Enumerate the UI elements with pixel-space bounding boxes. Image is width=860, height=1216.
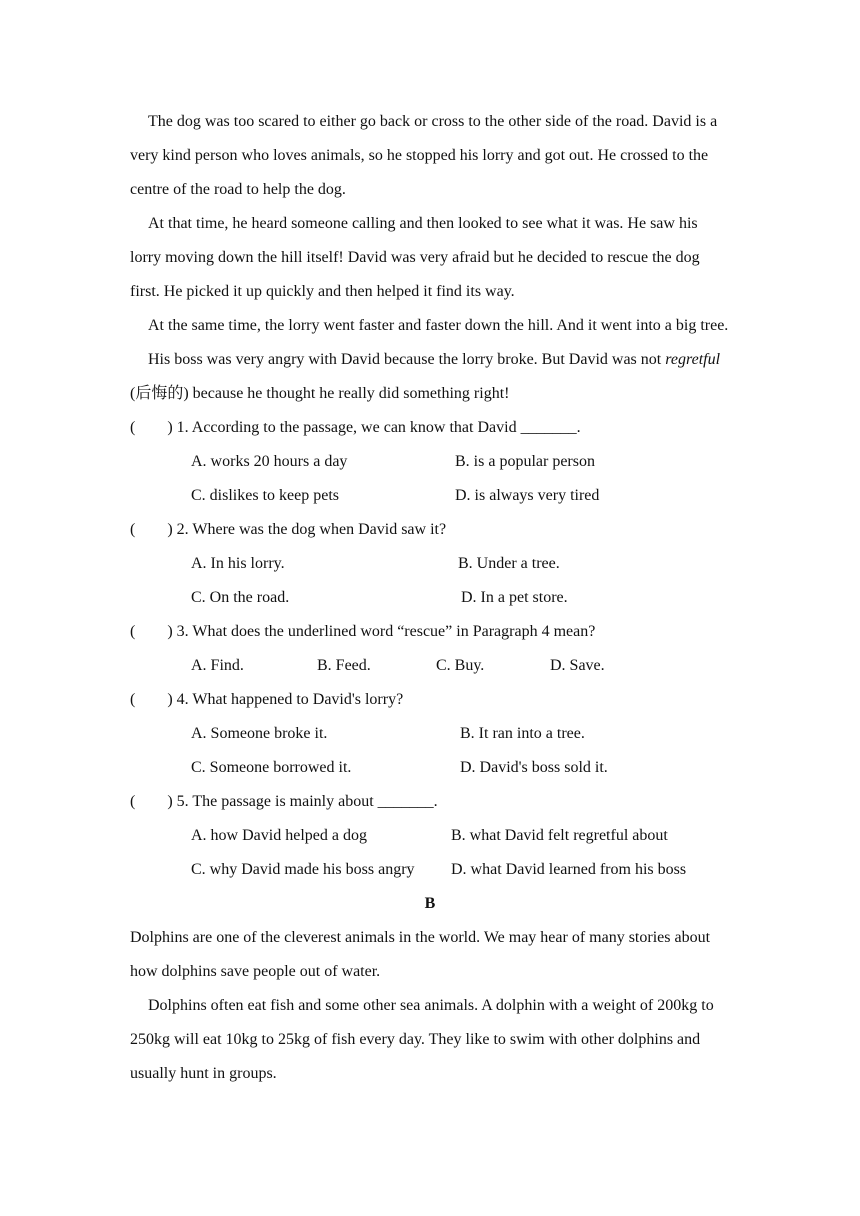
option-c: C. why David made his boss angry bbox=[191, 861, 415, 878]
option-b: B. It ran into a tree. bbox=[460, 725, 585, 742]
option-c: C. On the road. bbox=[191, 589, 290, 606]
option-a: A. In his lorry. bbox=[191, 555, 285, 572]
passage-b-paragraph: Dolphins often eat fish and some other sea animals. A dolphin with a weight of 200kg to 250kg will eat 10kg to 25kg of fish every day. They like to swim with other dolphins and usually hunt in groups. bbox=[130, 997, 714, 1082]
question-stem: ( ) 3. What does the underlined word “rescue” in Paragraph 4 mean? bbox=[130, 623, 596, 640]
document-content bbox=[130, 105, 730, 1091]
question-stem: ( ) 4. What happened to David's lorry? bbox=[130, 691, 404, 708]
question-5 bbox=[130, 785, 730, 887]
option-d: D. what David learned from his boss bbox=[451, 861, 687, 878]
passage-a-paragraph: At that time, he heard someone calling and then looked to see what it was. He saw his lorry moving down the hill itself! David was very afraid but he decided to rescue the dog first. He picked it up quickly and then helped it find its way. bbox=[130, 215, 700, 300]
option-c: C. Someone borrowed it. bbox=[191, 759, 352, 776]
options-row bbox=[130, 853, 730, 887]
options-row bbox=[130, 649, 730, 683]
passage-a-paragraph: At the same time, the lorry went faster and faster down the hill. And it went into a big tree. bbox=[148, 317, 729, 334]
option-d: D. is always very tired bbox=[455, 487, 600, 504]
option-d: D. Save. bbox=[550, 657, 605, 674]
passage-a-paragraph: The dog was too scared to either go back or cross to the other side of the road. David is a very kind person who loves animals, so he stopped his lorry and got out. He crossed to the centre of the road to help the dog. bbox=[130, 113, 718, 198]
last-paragraph-text: (后悔的) because he thought he really did something right! bbox=[130, 385, 510, 402]
passage-b-paragraph: Dolphins are one of the cleverest animals in the world. We may hear of many stories about how dolphins save people out of water. bbox=[130, 929, 711, 980]
question-stem: ( ) 2. Where was the dog when David saw it? bbox=[130, 521, 447, 538]
option-b: B. is a popular person bbox=[455, 453, 595, 470]
question-1 bbox=[130, 411, 730, 513]
option-a: A. Find. bbox=[191, 657, 244, 674]
last-paragraph-text: His boss was very angry with David because the lorry broke. But David was not bbox=[148, 351, 666, 368]
options-row bbox=[130, 819, 730, 853]
question-stem: ( ) 1. According to the passage, we can know that David _______. bbox=[130, 419, 581, 436]
italic-word: regretful bbox=[665, 351, 721, 368]
option-b: B. Feed. bbox=[317, 657, 371, 674]
options-row bbox=[130, 445, 730, 479]
option-c: C. Buy. bbox=[436, 657, 485, 674]
option-c: C. dislikes to keep pets bbox=[191, 487, 339, 504]
passage-a-paragraph-last bbox=[130, 343, 730, 411]
option-d: D. In a pet store. bbox=[461, 589, 568, 606]
option-b: B. Under a tree. bbox=[458, 555, 560, 572]
option-a: A. Someone broke it. bbox=[191, 725, 328, 742]
options-row bbox=[130, 479, 730, 513]
option-b: B. what David felt regretful about bbox=[451, 827, 668, 844]
option-a: A. how David helped a dog bbox=[191, 827, 367, 844]
question-3 bbox=[130, 615, 730, 683]
option-d: D. David's boss sold it. bbox=[460, 759, 608, 776]
option-a: A. works 20 hours a day bbox=[191, 453, 348, 470]
options-row bbox=[130, 547, 730, 581]
question-4 bbox=[130, 683, 730, 785]
question-2 bbox=[130, 513, 730, 615]
section-b-title: B bbox=[424, 895, 436, 912]
options-row bbox=[130, 717, 730, 751]
options-row bbox=[130, 581, 730, 615]
options-row bbox=[130, 751, 730, 785]
question-stem: ( ) 5. The passage is mainly about _______. bbox=[130, 793, 438, 810]
